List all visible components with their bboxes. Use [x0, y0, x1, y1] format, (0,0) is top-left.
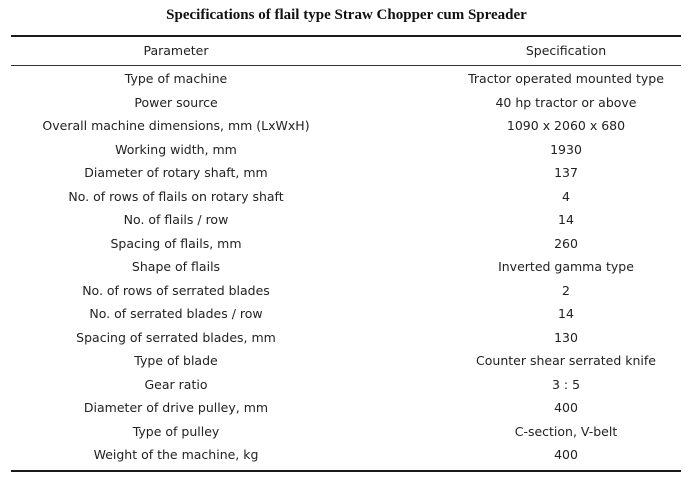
row-parameter: No. of serrated blades / row — [89, 306, 263, 321]
row-parameter: Spacing of flails, mm — [110, 235, 242, 251]
row-specification: 260 — [554, 235, 578, 251]
table-row — [11, 139, 681, 163]
row-specification: Tractor operated mounted type — [468, 71, 664, 86]
table-row — [11, 374, 681, 398]
row-specification: 3 : 5 — [551, 376, 581, 392]
table-row — [11, 162, 681, 186]
table-row — [11, 327, 681, 351]
table-row — [11, 303, 681, 327]
row-parameter: No. of flails / row — [123, 212, 229, 227]
row-parameter: Type of machine — [124, 71, 228, 86]
row-specification: 130 — [554, 329, 578, 345]
table-title: Specifications of flail type Straw Chopper cum Spreader — [166, 7, 527, 23]
table-row — [11, 397, 681, 421]
row-parameter: Working width, mm — [115, 141, 237, 157]
row-specification: 137 — [554, 165, 578, 180]
row-parameter: Weight of the machine, kg — [93, 447, 259, 462]
table-row — [11, 115, 681, 139]
table-row — [11, 444, 681, 468]
table-row — [11, 209, 681, 233]
header-specification: Specification — [525, 43, 607, 58]
table-row — [11, 68, 681, 92]
row-specification: 14 — [558, 212, 574, 227]
row-specification: 400 — [554, 400, 578, 415]
row-parameter: No. of rows of flails on rotary shaft — [68, 188, 284, 204]
table-row — [11, 280, 681, 304]
row-parameter: Type of pulley — [132, 423, 220, 439]
row-parameter: Power source — [134, 94, 218, 110]
table-body — [11, 68, 681, 468]
row-specification: 1090 x 2060 x 680 — [506, 118, 626, 133]
table-bottom-rule — [11, 470, 681, 472]
table-row — [11, 421, 681, 445]
row-parameter: No. of rows of serrated blades — [82, 282, 270, 298]
row-parameter: Gear ratio — [144, 376, 208, 392]
row-specification: 2 — [562, 282, 570, 298]
table-header — [11, 37, 681, 65]
header-parameter: Parameter — [143, 43, 209, 58]
table-row — [11, 256, 681, 280]
row-specification: Inverted gamma type — [498, 259, 634, 274]
row-parameter: Diameter of rotary shaft, mm — [84, 165, 268, 180]
row-specification: 40 hp tractor or above — [495, 94, 637, 110]
row-specification: C-section, V-belt — [514, 423, 618, 439]
row-parameter: Diameter of drive pulley, mm — [83, 400, 269, 415]
row-specification: 400 — [554, 447, 578, 462]
table-header-rule — [11, 65, 681, 66]
table-row — [11, 350, 681, 374]
row-parameter: Overall machine dimensions, mm (LxWxH) — [42, 118, 310, 133]
row-parameter: Type of blade — [134, 353, 218, 368]
row-parameter: Spacing of serrated blades, mm — [76, 329, 276, 345]
row-specification: 4 — [562, 188, 570, 204]
table-row — [11, 233, 681, 257]
table-row — [11, 92, 681, 116]
row-parameter: Shape of flails — [131, 259, 221, 274]
row-specification: Counter shear serrated knife — [476, 353, 656, 368]
row-specification: 14 — [558, 306, 574, 321]
row-specification: 1930 — [550, 141, 582, 157]
table-row — [11, 186, 681, 210]
